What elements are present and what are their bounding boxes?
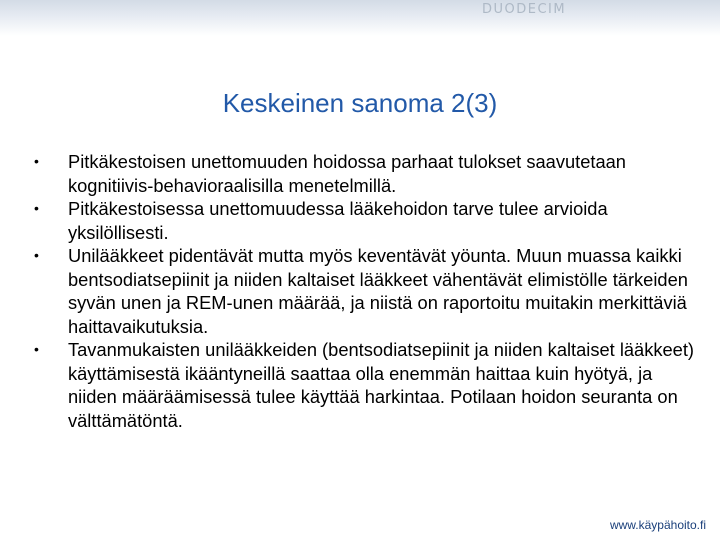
- duodecim-logo: DUODECIM: [482, 2, 567, 17]
- bullet-item: [34, 338, 694, 432]
- bullet-text: Unilääkkeet pidentävät mutta myös keventävät yöunta. Muun muassa kaikki bentsodiatsepiinit ja niiden kaltaiset lääkkeet vähentävät elimistölle tärkeiden syvän unen ja REM-unen määrää, ja niistä on raportoitu muitakin merkittäviä haittavaikutuksia.: [68, 245, 688, 337]
- bullet-text: Pitkäkestoisen unettomuuden hoidossa parhaat tulokset saavutetaan kognitiivis-behavioraalisilla menetelmillä.: [68, 151, 626, 196]
- footer-url: www.käypähoito.fi: [609, 518, 706, 532]
- bullet-item: [34, 197, 694, 244]
- bullet-list: [34, 150, 694, 432]
- bullet-icon: •: [34, 153, 39, 169]
- bullet-icon: •: [34, 341, 39, 357]
- bullet-icon: •: [34, 200, 39, 216]
- bullet-icon: •: [34, 247, 39, 263]
- bullet-text: Tavanmukaisten unilääkkeiden (bentsodiatsepiinit ja niiden kaltaiset lääkkeet) käyttämisestä ikääntyneillä saattaa olla enemmän haittaa kuin hyötyä, ja niiden määräämisessä tulee käyttää harkintaa. Potilaan hoidon seuranta on välttämätöntä.: [68, 339, 694, 431]
- bullet-text: Pitkäkestoisessa unettomuudessa lääkehoidon tarve tulee arvioida yksilöllisesti.: [68, 198, 608, 243]
- slide-title: Keskeinen sanoma 2(3): [222, 88, 498, 118]
- bullet-item: [34, 150, 694, 197]
- header-band: [0, 0, 720, 36]
- bullet-item: [34, 244, 694, 338]
